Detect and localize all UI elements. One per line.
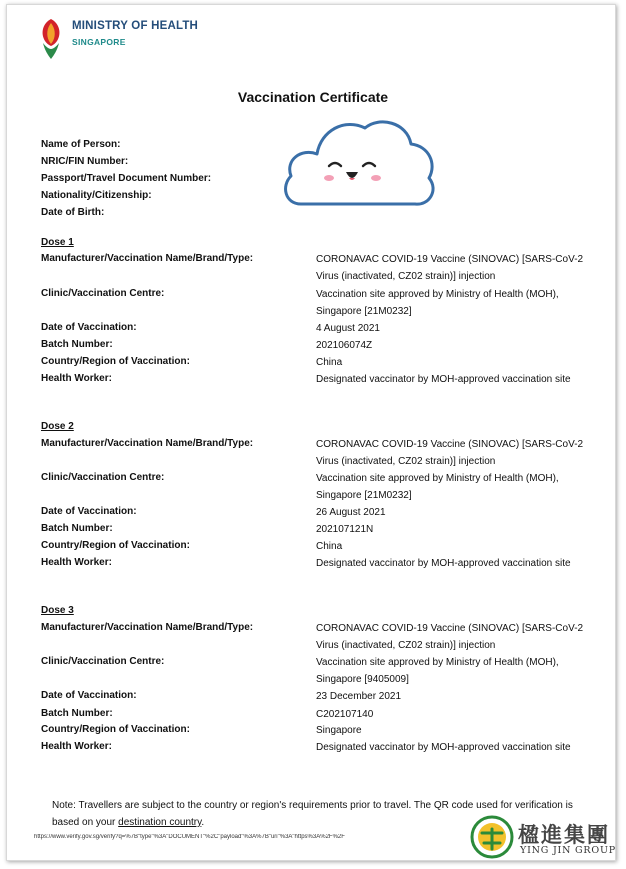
dose-3-label-manufacturer: Manufacturer/Vaccination Name/Brand/Type:	[41, 622, 254, 633]
verify-url[interactable]: https://www.verify.gov.sg/verify?q=%7B"type"%3A"DOCUMENT"%2C"payload"%3A%7B"uri"%3A"https%3A%2F%2F	[34, 834, 345, 840]
dose-2-country: China	[316, 541, 343, 552]
label-nric: NRIC/FIN Number:	[41, 156, 129, 167]
dose-1-label-country: Country/Region of Vaccination:	[41, 356, 190, 367]
dose-3-batch: C202107140	[316, 709, 374, 720]
dose-3-label-clinic: Clinic/Vaccination Centre:	[41, 656, 165, 667]
dose-3-heading: Dose 3	[41, 605, 74, 616]
dose-3-label-batch: Batch Number:	[41, 708, 113, 719]
dose-3-country: Singapore	[316, 725, 362, 736]
dose-1-label-date: Date of Vaccination:	[41, 322, 137, 333]
label-nationality: Nationality/Citizenship:	[41, 190, 152, 201]
dose-2-label-country: Country/Region of Vaccination:	[41, 540, 190, 551]
dose-3-worker: Designated vaccinator by MOH-approved vaccination site	[316, 742, 571, 753]
dose-3-date: 23 December 2021	[316, 691, 402, 702]
dose-1-date: 4 August 2021	[316, 323, 380, 334]
dose-3-clinic: Vaccination site approved by Ministry of Health (MOH), Singapore [9405009]	[316, 657, 559, 685]
note-end: .	[201, 817, 205, 828]
note-text: Note: Travellers are subject to the country or region's requirements prior to travel. The QR code used for verification is based on your	[52, 800, 573, 828]
dose-1-label-clinic: Clinic/Vaccination Centre:	[41, 288, 165, 299]
dose-3-label-country: Country/Region of Vaccination:	[41, 724, 190, 735]
dose-1-worker: Designated vaccinator by MOH-approved vaccination site	[316, 374, 571, 385]
dose-1-label-manufacturer: Manufacturer/Vaccination Name/Brand/Type:	[41, 253, 254, 264]
watermark-english: YING JIN GROUP	[520, 845, 616, 856]
dose-2-heading: Dose 2	[41, 421, 74, 432]
dose-1-label-batch: Batch Number:	[41, 339, 113, 350]
watermark-chinese: 楹進集團	[518, 822, 610, 847]
label-passport: Passport/Travel Document Number:	[41, 173, 212, 184]
page-title: Vaccination Certificate	[237, 89, 389, 105]
dose-1-heading: Dose 1	[41, 237, 74, 248]
label-dob: Date of Birth:	[41, 207, 105, 218]
label-name: Name of Person:	[41, 139, 121, 150]
dose-2-label-manufacturer: Manufacturer/Vaccination Name/Brand/Type:	[41, 438, 254, 449]
logo-subtitle: SINGAPORE	[72, 37, 126, 47]
moh-logo	[34, 13, 204, 61]
dose-3-label-worker: Health Worker:	[41, 741, 112, 752]
dose-3-manufacturer: CORONAVAC COVID-19 Vaccine (SINOVAC) [SARS-CoV-2 Virus (inactivated, CZ02 strain)] injection	[316, 623, 584, 651]
dose-2-date: 26 August 2021	[316, 507, 386, 518]
logo-title: MINISTRY OF HEALTH	[72, 20, 199, 32]
cloud-sticker-icon	[279, 108, 439, 218]
dose-1-manufacturer: CORONAVAC COVID-19 Vaccine (SINOVAC) [SARS-CoV-2 Virus (inactivated, CZ02 strain)] injection	[316, 254, 584, 282]
dose-2-worker: Designated vaccinator by MOH-approved vaccination site	[316, 558, 571, 569]
dose-2-manufacturer: CORONAVAC COVID-19 Vaccine (SINOVAC) [SARS-CoV-2 Virus (inactivated, CZ02 strain)] injection	[316, 439, 584, 467]
destination-country-link[interactable]: destination country	[118, 817, 202, 828]
dose-2-label-clinic: Clinic/Vaccination Centre:	[41, 472, 165, 483]
dose-1-clinic: Vaccination site approved by Ministry of Health (MOH), Singapore [21M0232]	[316, 289, 559, 317]
dose-1-label-worker: Health Worker:	[41, 373, 112, 384]
dose-2-label-batch: Batch Number:	[41, 523, 113, 534]
dose-1-batch: 202106074Z	[316, 340, 373, 351]
dose-3-label-date: Date of Vaccination:	[41, 690, 137, 701]
ying-jin-watermark	[470, 815, 620, 860]
dose-2-label-date: Date of Vaccination:	[41, 506, 137, 517]
dose-2-batch: 202107121N	[316, 524, 374, 535]
dose-2-clinic: Vaccination site approved by Ministry of Health (MOH), Singapore [21M0232]	[316, 473, 559, 501]
dose-1-country: China	[316, 357, 343, 368]
dose-2-label-worker: Health Worker:	[41, 557, 112, 568]
moh-emblem-icon	[34, 13, 68, 61]
ying-jin-logo-icon	[470, 815, 514, 859]
